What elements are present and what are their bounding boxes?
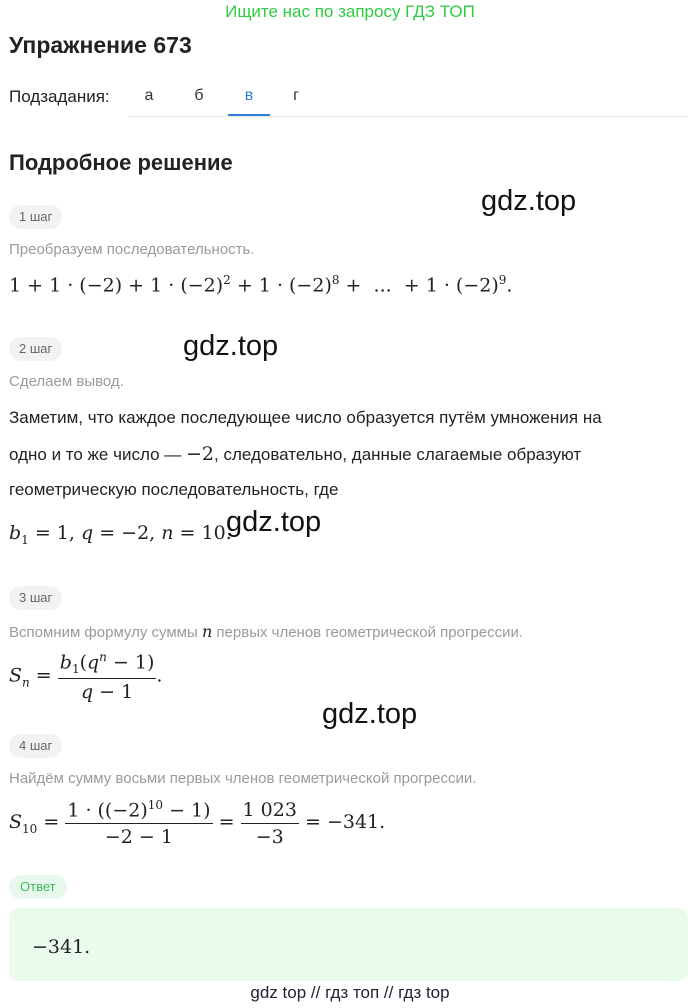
watermark: gdz.top (322, 698, 418, 730)
step-text: Сделаем вывод. (9, 373, 124, 390)
watermark: gdz.top (226, 506, 322, 538)
step-badge: 3 шаг (9, 586, 62, 610)
tab-v[interactable]: в (228, 78, 270, 116)
step-badge: 2 шаг (9, 337, 62, 361)
answer-value: −341. (32, 936, 91, 958)
conclusion-text: одно и то же число — (9, 445, 186, 464)
answer-badge: Ответ (9, 875, 67, 899)
bottom-links[interactable]: gdz top // гдз топ // гдз top (250, 983, 450, 1002)
tab-b[interactable]: б (194, 87, 204, 104)
tab-g[interactable]: г (293, 87, 299, 104)
watermark: gdz.top (183, 330, 279, 362)
formula-params: $b_1 = 1$, q = −2, n = 10. (9, 522, 232, 547)
answer-box (9, 908, 688, 981)
conclusion-line (9, 436, 581, 473)
step-text (9, 622, 523, 641)
formula-sum: $S_n$ = $\frac{b_1(q^n - 1)}{q - 1}$ . (9, 650, 163, 704)
formula-result: $S_{10}$ = $\frac{1 \cdot ((-2)^{10} - 1)}{-2 - 1}$ = $\frac{1 023}{-3}$ = −341. (9, 798, 386, 849)
formula-sequence: $1 + 1 \cdot (-2) + 1 \cdot (-2)^2 + 1 \cdot (-2)^8$ + ... + $1 \cdot (-2)^9$. (9, 273, 513, 297)
watermark: gdz.top (481, 185, 577, 217)
tab-a[interactable]: а (144, 87, 154, 104)
step-text: Преобразуем последовательность. (9, 241, 255, 258)
conclusion-line: геометрическую последовательность, где (9, 480, 339, 499)
step-text-part: Вспомним формулу суммы (9, 624, 202, 641)
solution-heading: Подробное решение (9, 150, 233, 175)
conclusion-number: −2 (185, 443, 214, 465)
subtask-tabs (128, 78, 688, 117)
conclusion-line: Заметим, что каждое последующее число образуется путём умножения на (9, 408, 602, 427)
conclusion-text: , следовательно, данные слагаемые образуют (214, 445, 582, 464)
step-text-var: n (201, 622, 213, 641)
subtasks-label: Подзадания: (9, 87, 110, 106)
step-text: Найдём сумму восьми первых членов геометрической прогрессии. (9, 770, 477, 787)
step-badge: 4 шаг (9, 734, 62, 758)
page-title: Упражнение 673 (9, 32, 192, 58)
step-text-part: первых членов геометрической прогрессии. (212, 624, 524, 641)
step-badge: 1 шаг (9, 205, 62, 229)
top-banner: Ищите нас по запросу ГДЗ ТОП (225, 2, 475, 21)
